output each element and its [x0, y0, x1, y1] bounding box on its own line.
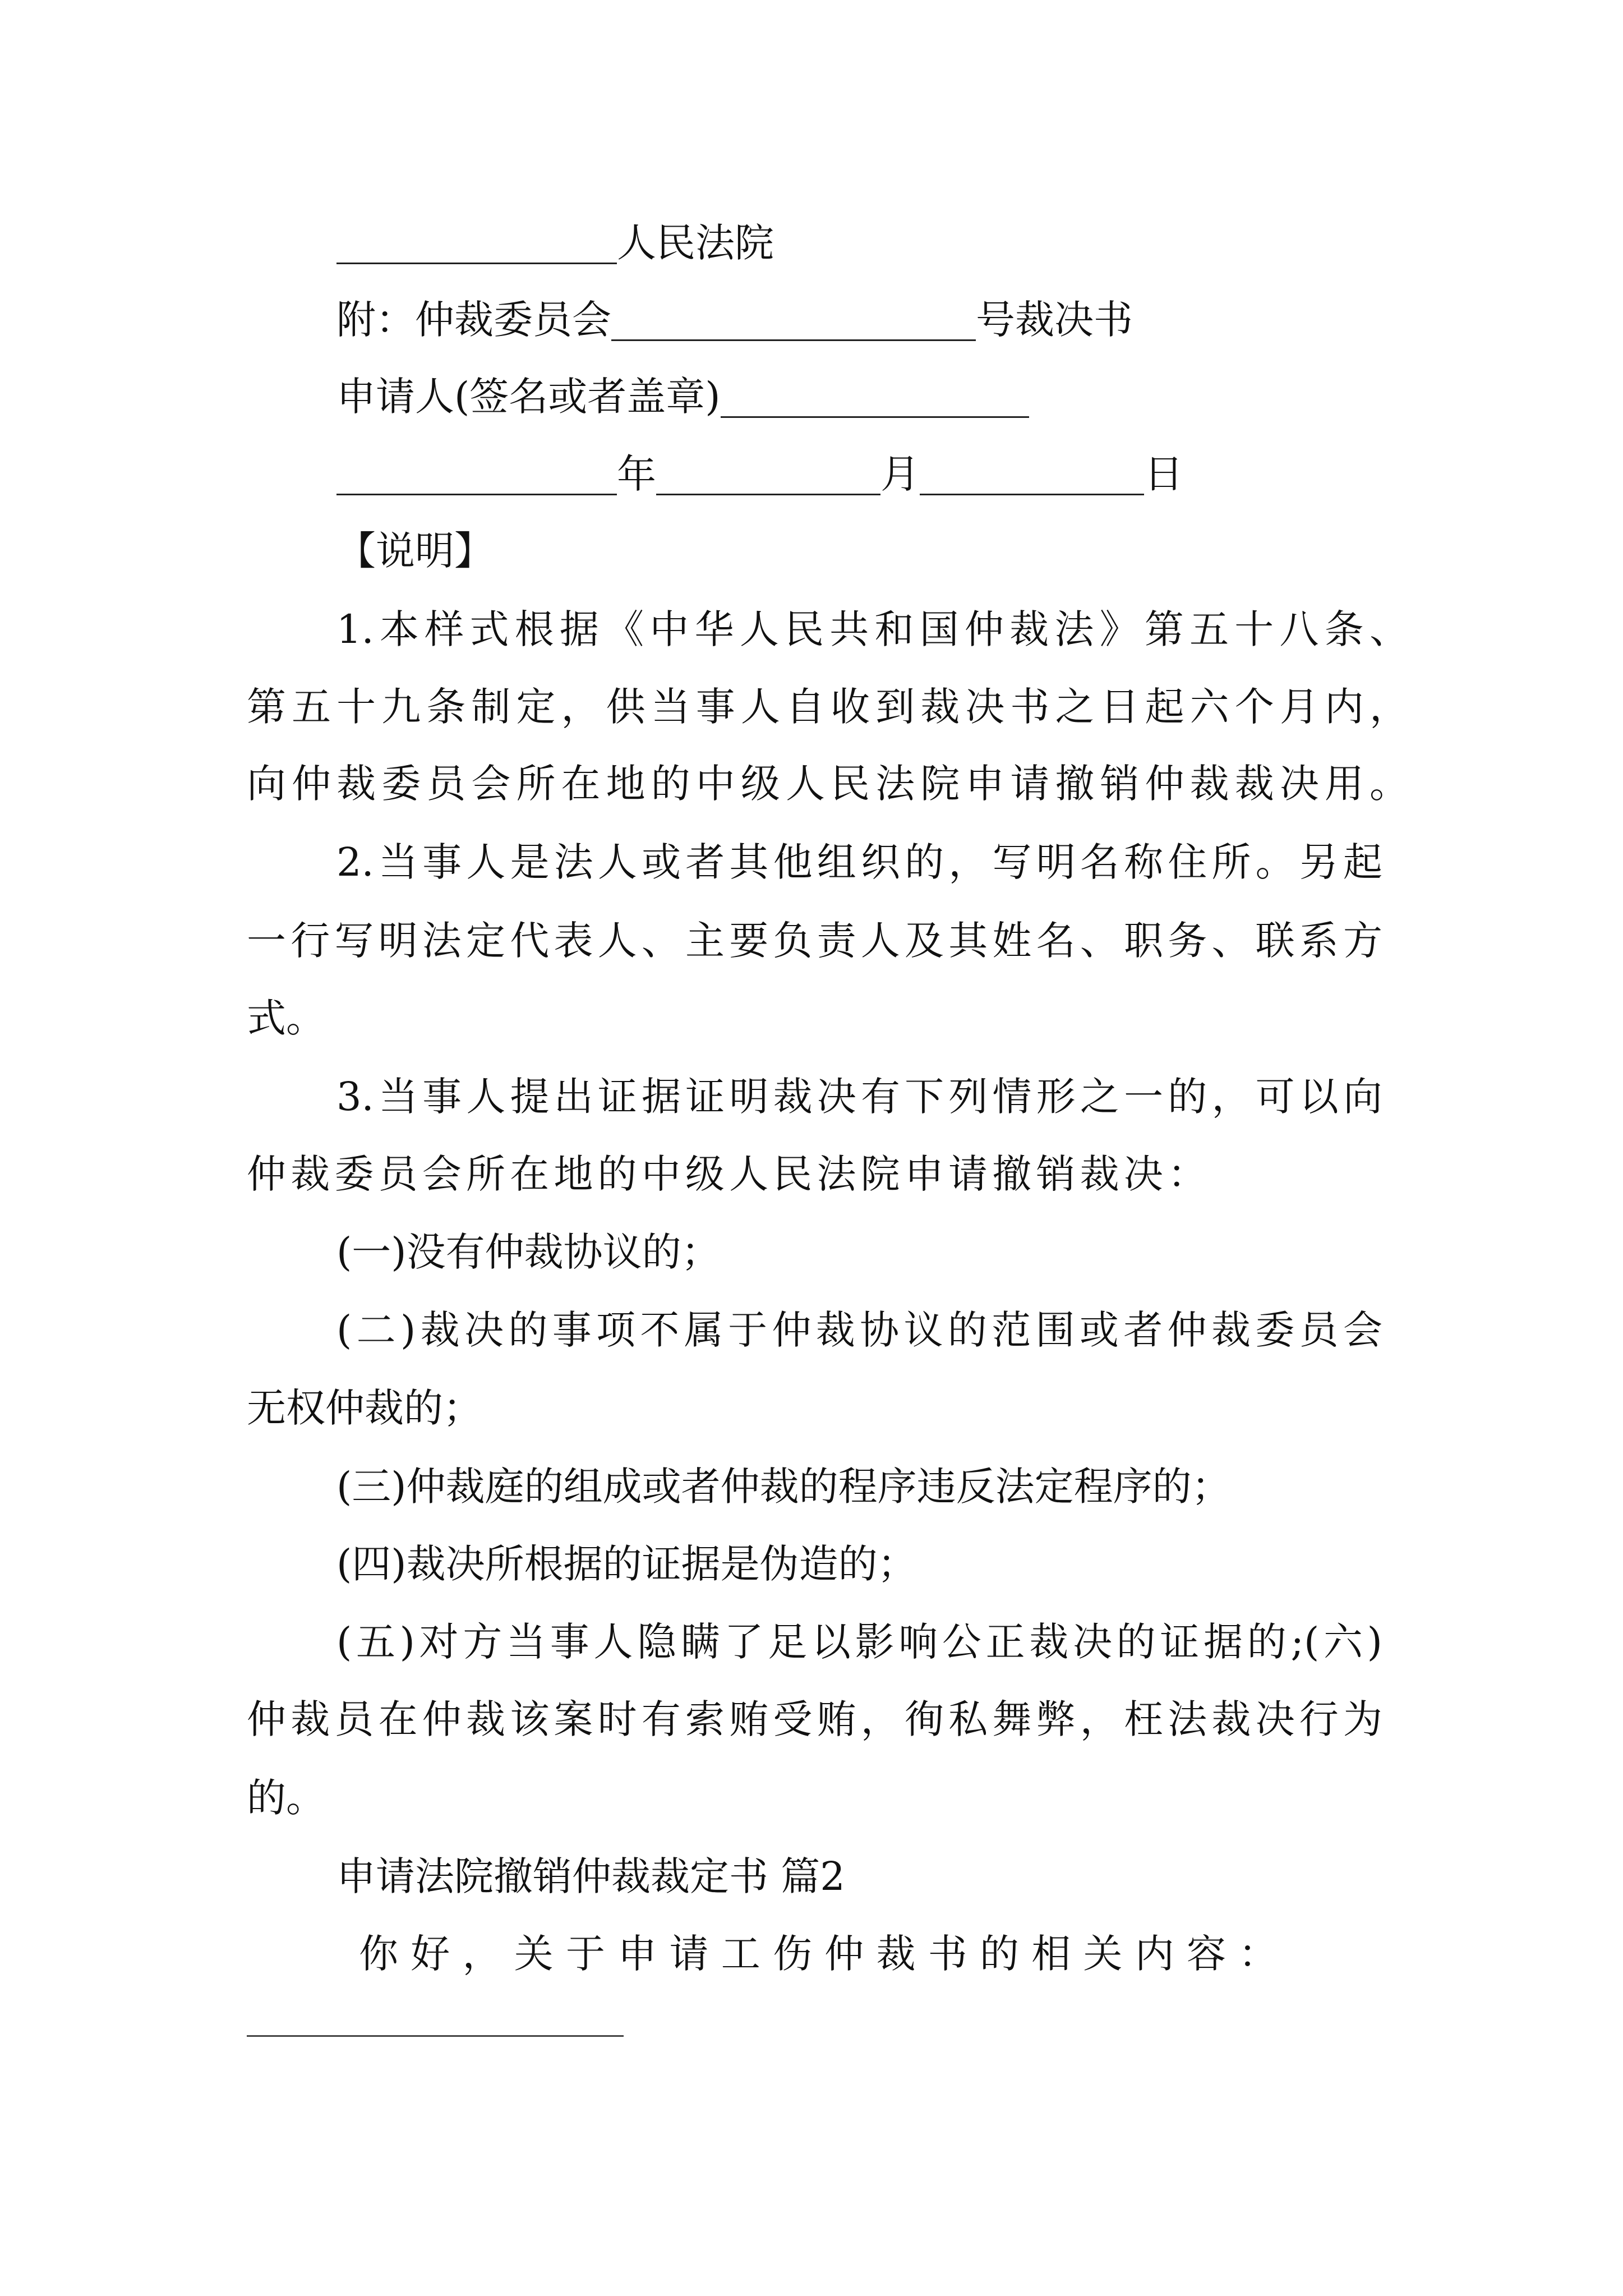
- note-line-1: 1.本样式根据《中华人民共和国仲裁法》第五十八条、: [336, 606, 1409, 652]
- note-item-5: (五)对方当事人隐瞒了足以影响公正裁决的证据的;(六): [336, 1619, 1382, 1665]
- year-blank: [336, 459, 617, 495]
- note-line-6: 式。: [247, 995, 325, 1041]
- footnote-rule: [247, 2035, 624, 2037]
- note-item-2-cont: 无权仲裁的；: [247, 1385, 482, 1431]
- note-line-8: 仲裁委员会所在地的中级人民法院申请撤销裁决：: [247, 1151, 1207, 1197]
- applicant-signature-blank: [721, 381, 1029, 418]
- note-item-6-cont: 的。: [247, 1775, 325, 1821]
- court-name-blank: [336, 228, 617, 264]
- month-blank: [656, 459, 880, 495]
- attachment-line: [336, 292, 1133, 348]
- note-item-2: (二)裁决的事项不属于仲裁协议的范围或者仲裁委员会: [336, 1307, 1382, 1353]
- note-item-3: (三)仲裁庭的组成或者仲裁的程序违反法定程序的；: [336, 1464, 1231, 1510]
- note-line-7: 3.当事人提出证据证明裁决有下列情形之一的，可以向: [336, 1074, 1382, 1120]
- court-suffix: 人民法院: [617, 220, 774, 266]
- closing-line: 你 好 ， 关 于 申 请 工 伤 仲 裁 书 的 相 关 内 容 ：: [359, 1931, 1278, 1977]
- date-line: [336, 446, 1183, 502]
- day-label: 日: [1144, 451, 1183, 497]
- award-number-blank: [611, 305, 976, 341]
- note-line-3: 向仲裁委员会所在地的中级人民法院申请撤销仲裁裁决用。: [247, 761, 1409, 807]
- note-item-6: 仲裁员在仲裁该案时有索贿受贿，徇私舞弊，枉法裁决行为: [247, 1696, 1382, 1742]
- note-item-4: (四)裁决所根据的证据是伪造的；: [336, 1541, 917, 1587]
- day-blank: [920, 459, 1144, 495]
- applicant-label: 申请人(签名或者盖章): [336, 374, 721, 420]
- section-title: 申请法院撤销仲裁裁定书 篇2: [336, 1853, 845, 1899]
- note-line-5: 一行写明法定代表人、主要负责人及其姓名、职务、联系方: [247, 918, 1382, 964]
- note-item-1: (一)没有仲裁协议的；: [336, 1229, 721, 1275]
- court-line: [336, 215, 774, 271]
- attachment-prefix: 附：仲裁委员会: [336, 297, 611, 343]
- month-label: 月: [880, 451, 920, 497]
- note-line-2: 第五十九条制定，供当事人自收到裁决书之日起六个月内，: [247, 684, 1409, 730]
- year-label: 年: [617, 451, 656, 497]
- note-line-4: 2.当事人是法人或者其他组织的，写明名称住所。另起: [336, 839, 1382, 885]
- applicant-line: [336, 369, 1029, 425]
- notes-heading: 【说明】: [336, 528, 494, 574]
- attachment-suffix: 号裁决书: [976, 297, 1133, 343]
